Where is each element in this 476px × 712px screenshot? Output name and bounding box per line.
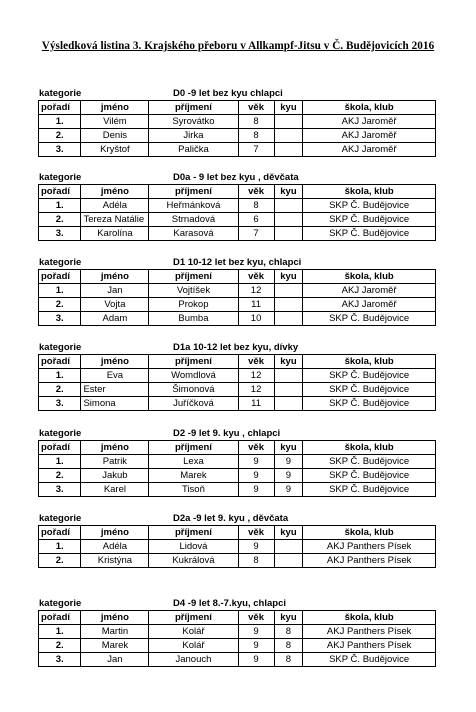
header-rank: pořadí — [39, 270, 81, 284]
category-label: kategorie — [39, 513, 82, 524]
last-name-cell: Prokop — [149, 298, 238, 312]
header-kyu: kyu — [274, 185, 303, 199]
first-name-cell: Marek — [81, 639, 149, 653]
header-club: škola, klub — [303, 441, 436, 455]
club-cell: SKP Č. Budějovice — [303, 312, 436, 326]
rank-cell: 2. — [39, 213, 81, 227]
table-row — [39, 284, 436, 298]
last-name-cell: Šimonová — [149, 383, 238, 397]
table-row — [39, 455, 436, 469]
results-table — [38, 184, 436, 241]
last-name-cell: Lidová — [149, 540, 238, 554]
header-rank: pořadí — [39, 526, 81, 540]
category-label: kategorie — [39, 598, 82, 609]
header-rank: pořadí — [39, 355, 81, 369]
rank-cell: 2. — [39, 129, 81, 143]
first-name-cell: Ester — [81, 383, 149, 397]
first-name-cell: Jakub — [81, 469, 149, 483]
kyu-cell — [274, 312, 303, 326]
header-rank: pořadí — [39, 185, 81, 199]
table-row — [39, 143, 436, 157]
age-cell: 11 — [238, 397, 274, 411]
category-label: kategorie — [39, 428, 82, 439]
age-cell: 12 — [238, 284, 274, 298]
table-row — [39, 397, 436, 411]
category-heading — [38, 342, 436, 354]
club-cell: SKP Č. Budějovice — [303, 455, 436, 469]
table-row — [39, 213, 436, 227]
age-cell: 8 — [238, 129, 274, 143]
results-table — [38, 610, 436, 667]
club-cell: SKP Č. Budějovice — [303, 213, 436, 227]
first-name-cell: Adam — [81, 312, 149, 326]
kyu-cell — [274, 383, 303, 397]
table-header-row — [39, 185, 436, 199]
table-row — [39, 369, 436, 383]
results-table — [38, 100, 436, 157]
rank-cell: 2. — [39, 469, 81, 483]
rank-cell: 1. — [39, 625, 81, 639]
header-first-name: jméno — [81, 526, 149, 540]
table-row — [39, 312, 436, 326]
header-kyu: kyu — [274, 441, 303, 455]
header-last-name: příjmení — [149, 185, 238, 199]
age-cell: 9 — [238, 469, 274, 483]
kyu-cell: 9 — [274, 469, 303, 483]
category-label: kategorie — [39, 342, 82, 353]
age-cell: 8 — [238, 199, 274, 213]
kyu-cell: 9 — [274, 455, 303, 469]
header-last-name: příjmení — [149, 611, 238, 625]
header-club: škola, klub — [303, 526, 436, 540]
rank-cell: 1. — [39, 369, 81, 383]
table-row — [39, 554, 436, 568]
age-cell: 8 — [238, 115, 274, 129]
header-first-name: jméno — [81, 611, 149, 625]
results-table — [38, 525, 436, 568]
club-cell: AKJ Jaroměř — [303, 115, 436, 129]
table-row — [39, 483, 436, 497]
header-kyu: kyu — [274, 611, 303, 625]
first-name-cell: Martin — [81, 625, 149, 639]
table-row — [39, 115, 436, 129]
first-name-cell: Jan — [81, 284, 149, 298]
last-name-cell: Bumba — [149, 312, 238, 326]
header-club: škola, klub — [303, 611, 436, 625]
age-cell: 9 — [238, 625, 274, 639]
table-header-row — [39, 270, 436, 284]
last-name-cell: Jirka — [149, 129, 238, 143]
club-cell: AKJ Jaroměř — [303, 284, 436, 298]
age-cell: 9 — [238, 483, 274, 497]
last-name-cell: Kukrálová — [149, 554, 238, 568]
rank-cell: 2. — [39, 298, 81, 312]
category-heading — [38, 428, 436, 440]
table-header-row — [39, 101, 436, 115]
table-row — [39, 129, 436, 143]
age-cell: 7 — [238, 227, 274, 241]
first-name-cell: Tereza Natálie — [81, 213, 149, 227]
age-cell: 9 — [238, 540, 274, 554]
header-last-name: příjmení — [149, 526, 238, 540]
table-row — [39, 298, 436, 312]
last-name-cell: Tisoň — [149, 483, 238, 497]
kyu-cell — [274, 129, 303, 143]
results-table — [38, 269, 436, 326]
kyu-cell — [274, 397, 303, 411]
club-cell: SKP Č. Budějovice — [303, 383, 436, 397]
header-rank: pořadí — [39, 101, 81, 115]
kyu-cell — [274, 284, 303, 298]
rank-cell: 3. — [39, 143, 81, 157]
age-cell: 12 — [238, 383, 274, 397]
kyu-cell — [274, 199, 303, 213]
club-cell: AKJ Jaroměř — [303, 298, 436, 312]
header-first-name: jméno — [81, 355, 149, 369]
category-heading — [38, 598, 436, 610]
last-name-cell: Heřmánková — [149, 199, 238, 213]
category-section — [38, 257, 436, 326]
kyu-cell — [274, 213, 303, 227]
club-cell: AKJ Jaroměř — [303, 129, 436, 143]
kyu-cell: 9 — [274, 483, 303, 497]
first-name-cell: Karel — [81, 483, 149, 497]
header-kyu: kyu — [274, 101, 303, 115]
kyu-cell — [274, 227, 303, 241]
last-name-cell: Strnadová — [149, 213, 238, 227]
header-club: škola, klub — [303, 185, 436, 199]
header-first-name: jméno — [81, 185, 149, 199]
rank-cell: 1. — [39, 540, 81, 554]
age-cell: 8 — [238, 554, 274, 568]
age-cell: 11 — [238, 298, 274, 312]
club-cell: SKP Č. Budějovice — [303, 227, 436, 241]
category-heading — [38, 172, 436, 184]
age-cell: 6 — [238, 213, 274, 227]
rank-cell: 2. — [39, 554, 81, 568]
first-name-cell: Eva — [81, 369, 149, 383]
first-name-cell: Karolína — [81, 227, 149, 241]
category-label: kategorie — [39, 172, 82, 183]
club-cell: AKJ Jaroměř — [303, 143, 436, 157]
club-cell: SKP Č. Budějovice — [303, 199, 436, 213]
results-table — [38, 440, 436, 497]
header-age: věk — [238, 355, 274, 369]
table-header-row — [39, 611, 436, 625]
table-row — [39, 625, 436, 639]
category-name: D0 -9 let bez kyu chlapci — [173, 88, 283, 99]
club-cell: SKP Č. Budějovice — [303, 369, 436, 383]
category-label: kategorie — [39, 257, 82, 268]
table-row — [39, 227, 436, 241]
category-heading — [38, 88, 436, 100]
table-header-row — [39, 526, 436, 540]
last-name-cell: Syrovátko — [149, 115, 238, 129]
header-age: věk — [238, 101, 274, 115]
table-header-row — [39, 441, 436, 455]
first-name-cell: Denis — [81, 129, 149, 143]
rank-cell: 1. — [39, 455, 81, 469]
last-name-cell: Janouch — [149, 653, 238, 667]
age-cell: 9 — [238, 639, 274, 653]
rank-cell: 2. — [39, 639, 81, 653]
table-row — [39, 383, 436, 397]
first-name-cell: Adéla — [81, 199, 149, 213]
category-section — [38, 513, 436, 568]
category-section — [38, 88, 436, 157]
first-name-cell: Jan — [81, 653, 149, 667]
rank-cell: 3. — [39, 483, 81, 497]
header-last-name: příjmení — [149, 101, 238, 115]
category-name: D1 10-12 let bez kyu, chlapci — [173, 257, 302, 268]
header-last-name: příjmení — [149, 355, 238, 369]
kyu-cell — [274, 143, 303, 157]
last-name-cell: Kolář — [149, 625, 238, 639]
category-section — [38, 428, 436, 497]
rank-cell: 1. — [39, 284, 81, 298]
club-cell: SKP Č. Budějovice — [303, 397, 436, 411]
kyu-cell: 8 — [274, 653, 303, 667]
club-cell: AKJ Panthers Písek — [303, 625, 436, 639]
header-kyu: kyu — [274, 270, 303, 284]
header-first-name: jméno — [81, 270, 149, 284]
kyu-cell — [274, 554, 303, 568]
last-name-cell: Womdlová — [149, 369, 238, 383]
first-name-cell: Simona — [81, 397, 149, 411]
category-name: D4 -9 let 8.-7.kyu, chlapci — [173, 598, 286, 609]
rank-cell: 1. — [39, 115, 81, 129]
first-name-cell: Patrik — [81, 455, 149, 469]
kyu-cell: 8 — [274, 639, 303, 653]
table-row — [39, 639, 436, 653]
header-kyu: kyu — [274, 526, 303, 540]
kyu-cell — [274, 298, 303, 312]
header-age: věk — [238, 270, 274, 284]
first-name-cell: Kristýna — [81, 554, 149, 568]
category-name: D0a - 9 let bez kyu , děvčata — [173, 172, 299, 183]
last-name-cell: Karasová — [149, 227, 238, 241]
first-name-cell: Vilém — [81, 115, 149, 129]
club-cell: AKJ Panthers Písek — [303, 554, 436, 568]
category-name: D1a 10-12 let bez kyu, dívky — [173, 342, 299, 353]
kyu-cell: 8 — [274, 625, 303, 639]
results-table — [38, 354, 436, 411]
first-name-cell: Vojta — [81, 298, 149, 312]
category-section — [38, 172, 436, 241]
header-age: věk — [238, 526, 274, 540]
age-cell: 9 — [238, 653, 274, 667]
kyu-cell — [274, 540, 303, 554]
header-rank: pořadí — [39, 611, 81, 625]
last-name-cell: Vojtíšek — [149, 284, 238, 298]
age-cell: 10 — [238, 312, 274, 326]
kyu-cell — [274, 115, 303, 129]
rank-cell: 1. — [39, 199, 81, 213]
last-name-cell: Marek — [149, 469, 238, 483]
first-name-cell: Adéla — [81, 540, 149, 554]
header-last-name: příjmení — [149, 270, 238, 284]
category-name: D2a -9 let 9. kyu , děvčata — [173, 513, 289, 524]
last-name-cell: Lexa — [149, 455, 238, 469]
club-cell: SKP Č. Budějovice — [303, 483, 436, 497]
category-label: kategorie — [39, 88, 82, 99]
rank-cell: 3. — [39, 653, 81, 667]
table-row — [39, 199, 436, 213]
club-cell: SKP Č. Budějovice — [303, 469, 436, 483]
header-kyu: kyu — [274, 355, 303, 369]
header-age: věk — [238, 611, 274, 625]
header-first-name: jméno — [81, 101, 149, 115]
age-cell: 7 — [238, 143, 274, 157]
table-row — [39, 469, 436, 483]
last-name-cell: Juříčková — [149, 397, 238, 411]
header-club: škola, klub — [303, 270, 436, 284]
club-cell: AKJ Panthers Písek — [303, 540, 436, 554]
category-section — [38, 342, 436, 411]
category-heading — [38, 513, 436, 525]
table-header-row — [39, 355, 436, 369]
header-last-name: příjmení — [149, 441, 238, 455]
age-cell: 12 — [238, 369, 274, 383]
club-cell: AKJ Panthers Písek — [303, 639, 436, 653]
header-age: věk — [238, 441, 274, 455]
rank-cell: 3. — [39, 227, 81, 241]
kyu-cell — [274, 369, 303, 383]
rank-cell: 3. — [39, 397, 81, 411]
header-club: škola, klub — [303, 355, 436, 369]
last-name-cell: Palička — [149, 143, 238, 157]
first-name-cell: Kryštof — [81, 143, 149, 157]
document-title: Výsledková listina 3. Krajského přeboru v Allkampf-Jitsu v Č. Budějovicích 2016 — [41, 40, 435, 52]
header-age: věk — [238, 185, 274, 199]
age-cell: 9 — [238, 455, 274, 469]
header-rank: pořadí — [39, 441, 81, 455]
category-section — [38, 598, 436, 667]
last-name-cell: Kolář — [149, 639, 238, 653]
category-name: D2 -9 let 9. kyu , chlapci — [173, 428, 281, 439]
header-first-name: jméno — [81, 441, 149, 455]
category-heading — [38, 257, 436, 269]
club-cell: SKP Č. Budějovice — [303, 653, 436, 667]
table-row — [39, 540, 436, 554]
rank-cell: 2. — [39, 383, 81, 397]
rank-cell: 3. — [39, 312, 81, 326]
table-row — [39, 653, 436, 667]
header-club: škola, klub — [303, 101, 436, 115]
